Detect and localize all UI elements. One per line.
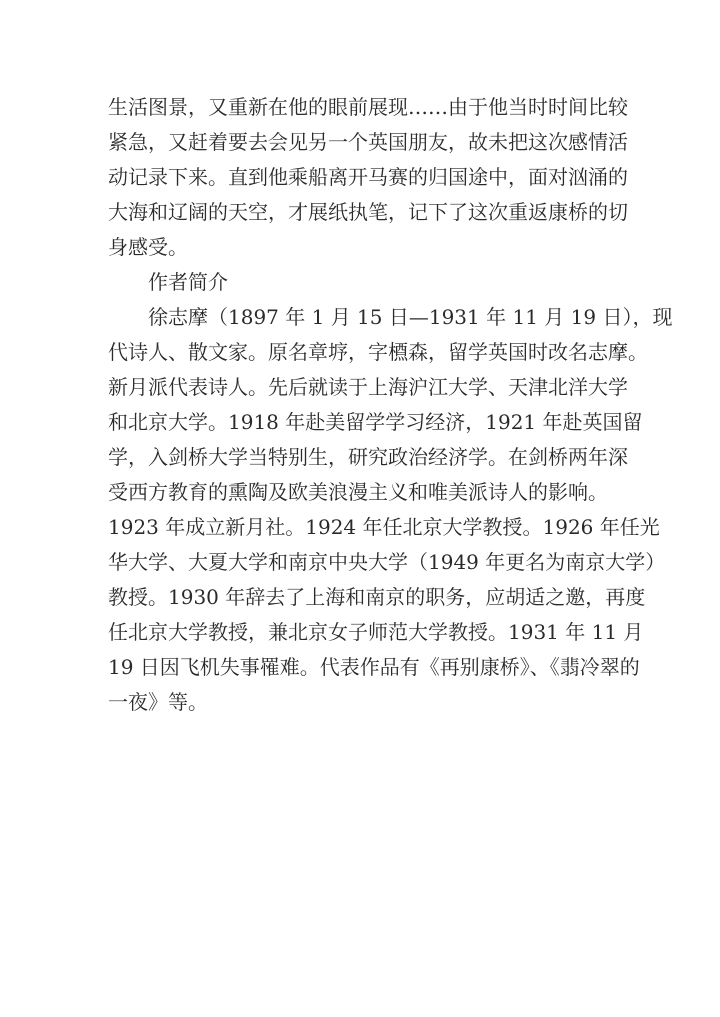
section-heading: 作者简介 bbox=[148, 270, 228, 294]
paragraph-line: 任北京大学教授，兼北京女子师范大学教授。1931 年 11 月 bbox=[108, 620, 644, 644]
paragraph-line: 一夜》等。 bbox=[108, 690, 208, 714]
paragraph-line: 身感受。 bbox=[108, 235, 188, 259]
paragraph-line: 和北京大学。1918 年赴美留学学习经济，1921 年赴英国留 bbox=[108, 410, 643, 434]
paragraph-line: 华大学、大夏大学和南京中央大学（1949 年更名为南京大学） bbox=[108, 550, 666, 574]
paragraph-line: 徐志摩（1897 年 1 月 15 日—1931 年 11 月 19 日），现 bbox=[148, 305, 673, 329]
paragraph-line: 受西方教育的熏陶及欧美浪漫主义和唯美派诗人的影响。 bbox=[108, 480, 608, 504]
paragraph-line: 19 日因飞机失事罹难。代表作品有《再别康桥》、《翡冷翠的 bbox=[108, 655, 640, 679]
paragraph-line: 生活图景，又重新在他的眼前展现……由于他当时时间比较 bbox=[108, 95, 628, 119]
paragraph-line: 代诗人、散文家。原名章垿，字槱森，留学英国时改名志摩。 bbox=[108, 340, 648, 364]
paragraph-line: 1923 年成立新月社。1924 年任北京大学教授。1926 年任光 bbox=[108, 515, 660, 539]
paragraph-line: 紧急，又赶着要去会见另一个英国朋友，故未把这次感情活 bbox=[108, 130, 628, 154]
paragraph-line: 动记录下来。直到他乘船离开马赛的归国途中，面对汹涌的 bbox=[108, 165, 628, 189]
paragraph-line: 学，入剑桥大学当特别生，研究政治经济学。在剑桥两年深 bbox=[108, 445, 628, 469]
paragraph-line: 新月派代表诗人。先后就读于上海沪江大学、天津北洋大学 bbox=[108, 375, 628, 399]
paragraph-line: 教授。1930 年辞去了上海和南京的职务，应胡适之邀，再度 bbox=[108, 585, 646, 609]
paragraph-line: 大海和辽阔的天空，才展纸执笔，记下了这次重返康桥的切 bbox=[108, 200, 628, 224]
